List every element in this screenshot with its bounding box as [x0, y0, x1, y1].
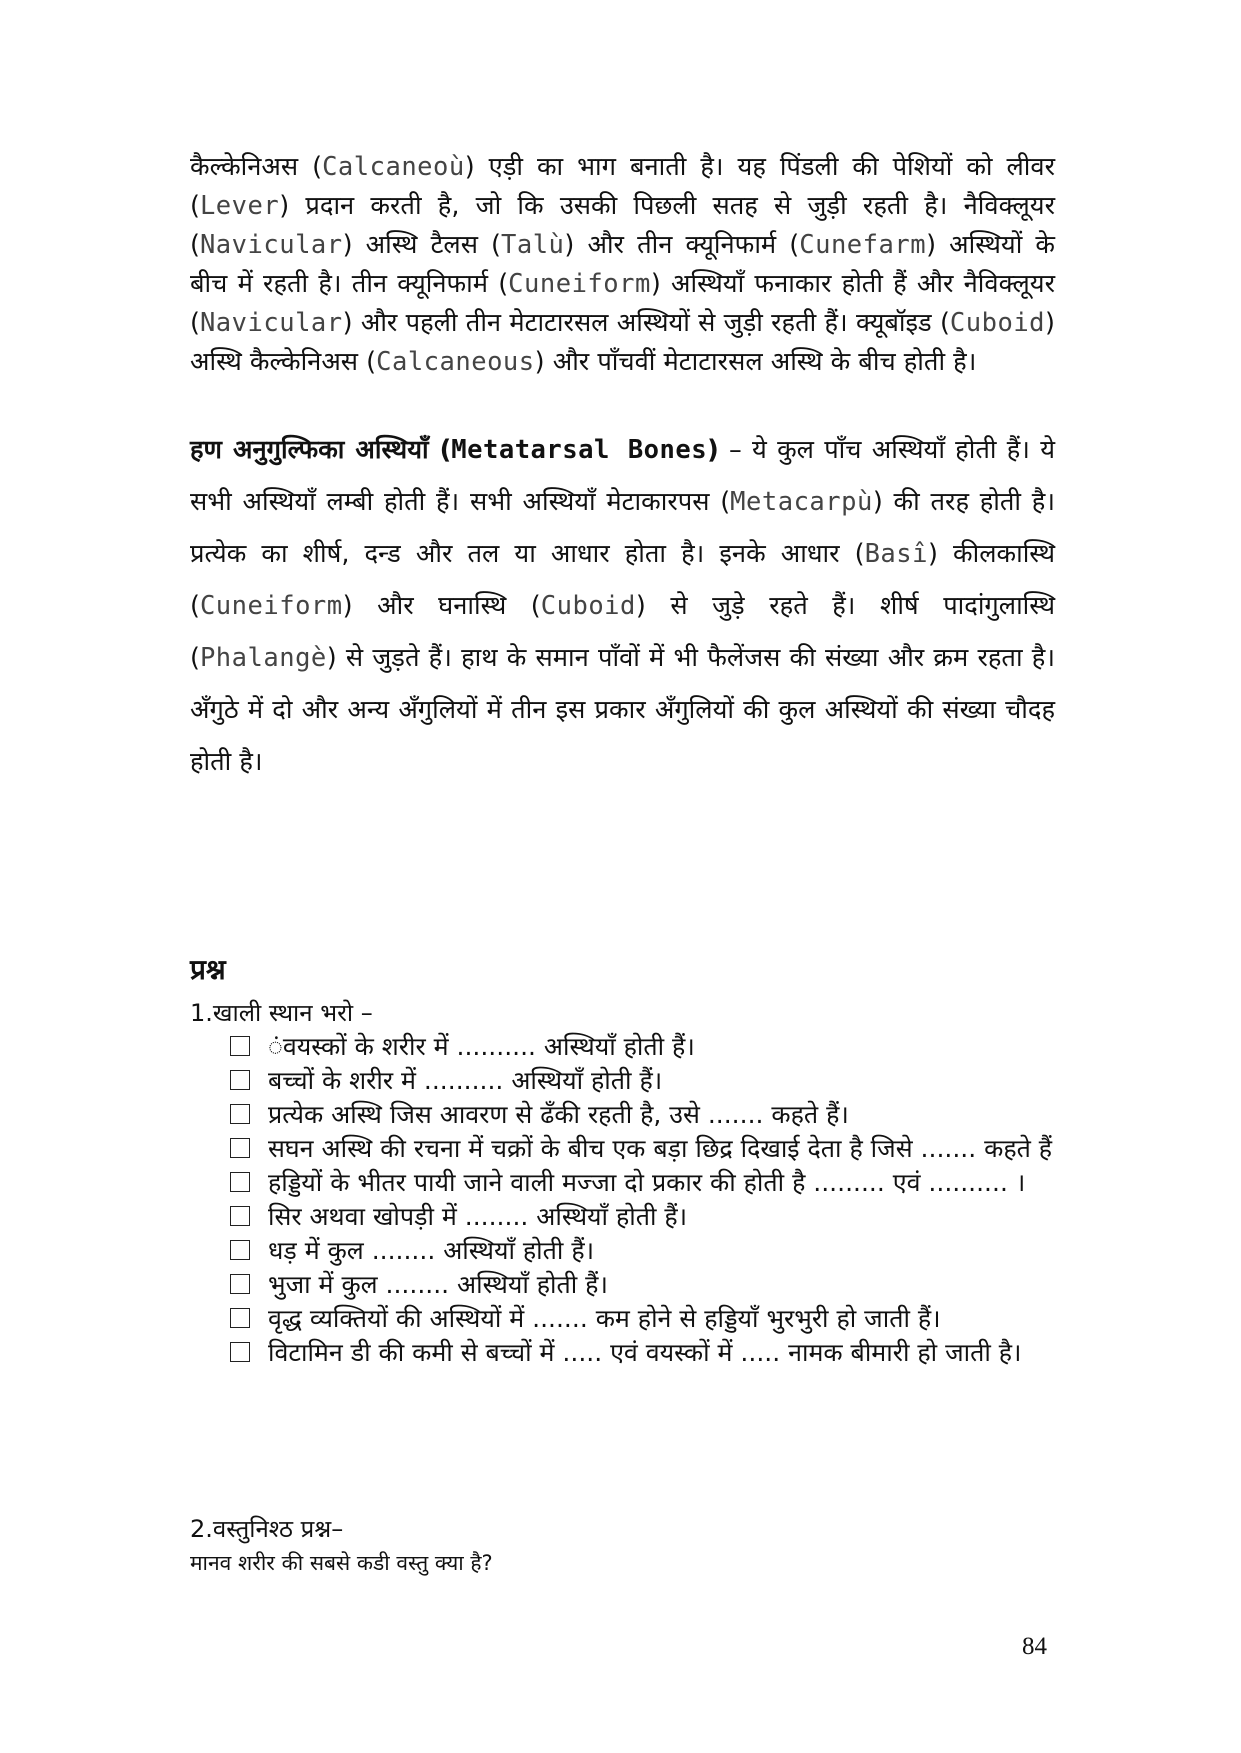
paragraph-metatarsal — [190, 424, 1055, 788]
list-item — [230, 1200, 1055, 1234]
list-item-text: धड़ में कुल ........ अस्थियाँ होती हैं। — [268, 1236, 595, 1265]
heading-latin: Metatarsal Bones — [451, 435, 708, 465]
text-run: ) की तरह होती है। प्रत्येक का शीर्ष, दन्ड और तल या आधार होता है। इनके आधार ( — [190, 487, 1055, 569]
text-run: ) एड़ी का भाग बनाती है। यह पिंडली की पेशियों को लीवर ( — [190, 152, 1055, 221]
text-run: ) और घनास्थि ( — [342, 591, 541, 621]
checkbox-bullet-icon — [230, 1070, 250, 1090]
latin-term: Calcaneous — [376, 347, 535, 377]
list-item — [230, 1268, 1055, 1302]
list-item-text: सिर अथवा खोपड़ी में ........ अस्थियाँ होती हैं। — [268, 1202, 688, 1231]
text-run: ) कीलकास्थि ( — [190, 539, 1056, 621]
list-item — [230, 1030, 1055, 1064]
latin-term: Calcaneoù — [322, 152, 465, 182]
checkbox-bullet-icon — [230, 1206, 250, 1226]
list-item-text: सघन अस्थि की रचना में चक्रों के बीच एक बड़ा छिद्र दिखाई देता है जिसे ....... कहते हैं — [268, 1134, 1053, 1163]
section-heading — [190, 435, 719, 465]
list-item — [230, 1302, 1055, 1336]
list-item — [230, 1234, 1055, 1268]
question-1-title: 1.खाली स्थान भरो – — [190, 999, 373, 1027]
checkbox-bullet-icon — [230, 1342, 250, 1362]
list-item-text: भुजा में कुल ........ अस्थियाँ होती हैं। — [268, 1270, 608, 1299]
text-run: ) और पाँचवीं मेटाटारसल अस्थि के बीच होती है। — [534, 347, 977, 377]
latin-term: Lever — [199, 191, 280, 221]
checkbox-bullet-icon — [230, 1308, 250, 1328]
text-run: ) से जुड़ते हैं। हाथ के समान पाँवों में भी फैलेंजस की संख्या और क्रम रहता है। अँगुठे में दो और अन्य अँगुलियों में तीन इस प्रकार अँगुलियों की कुल अस्थियों की संख्या चौदह होती है। — [190, 643, 1055, 777]
checkbox-bullet-icon — [230, 1172, 250, 1192]
latin-term: Cuneiform — [508, 269, 651, 299]
list-item-text: विटामिन डी की कमी से बच्चों में ..... एवं वयस्कों में ..... नामक बीमारी हो जाती है। — [268, 1338, 1022, 1367]
page-number: 84 — [1022, 1633, 1047, 1660]
list-item-text: ंवयस्कों के शरीर में .......... अस्थियाँ होती हैं। — [268, 1032, 695, 1061]
text-run: ) अस्थि कैल्केनिअस ( — [190, 308, 1055, 377]
list-item — [230, 1166, 1055, 1200]
text-run: कैल्केनिअस ( — [190, 152, 323, 182]
list-item — [230, 1064, 1055, 1098]
text-run: ) अस्थि टैलस ( — [342, 230, 501, 260]
list-item — [230, 1336, 1055, 1370]
checkbox-bullet-icon — [230, 1240, 250, 1260]
text-run: – ये कुल पाँच अस्थियाँ होती हैं। ये सभी अस्थियाँ लम्बी होती हैं। सभी अस्थियाँ मेटाकारपस ( — [190, 435, 1055, 517]
list-item — [230, 1132, 1055, 1166]
text-run: ) से जुड़े रहते हैं। शीर्ष पादांगुलास्थि ( — [190, 591, 1055, 673]
list-item — [230, 1098, 1055, 1132]
checkbox-bullet-icon — [230, 1104, 250, 1124]
checkbox-bullet-icon — [230, 1138, 250, 1158]
latin-term: Phalangè — [199, 643, 327, 673]
list-item-text: बच्चों के शरीर में .......... अस्थियाँ होती हैं। — [268, 1066, 663, 1095]
text-run: ) और पहली तीन मेटाटारसल अस्थियों से जुड़ी रहती हैं। क्यूबॉइड ( — [342, 308, 950, 338]
latin-term: Navicular — [199, 308, 343, 338]
list-item-text: हड्डियों के भीतर पायी जाने वाली मज्जा दो प्रकार की होती है ......... एवं .......... । — [268, 1168, 1026, 1197]
text-run: ) अस्थियों के बीच में रहती है। तीन क्यूनिफार्म ( — [190, 230, 1055, 299]
heading-close: ) — [707, 435, 719, 465]
question-2-text: मानव शरीर की सबसे कडी वस्तु क्या है? — [190, 1551, 493, 1575]
list-item-text: प्रत्येक अस्थि जिस आवरण से ढँकी रहती है, उसे ....... कहते हैं। — [268, 1100, 849, 1129]
question-2-title: 2.वस्तुनिश्ठ प्रश्न– — [190, 1515, 344, 1543]
latin-term: Cuboid — [540, 591, 636, 621]
text-run: ) अस्थियाँ फनाकार होती हैं और नैविक्लूयर ( — [190, 269, 1055, 338]
latin-term: Cuboid — [949, 308, 1046, 338]
list-item-text: वृद्ध व्यक्तियों की अस्थियों में ....... कम होने से हड्डियाँ भुरभुरी हो जाती हैं। — [268, 1304, 941, 1333]
text-run: ) प्रदान करती है, जो कि उसकी पिछली सतह से जुड़ी रहती है। नैविक्लूयर ( — [190, 191, 1055, 260]
heading-hindi: हण अनुगुल्फिका अस्थियाँ ( — [190, 435, 452, 465]
latin-term: Cuneiform — [199, 591, 343, 621]
latin-term: Cunefarm — [799, 230, 927, 260]
checkbox-bullet-icon — [230, 1036, 250, 1056]
checkbox-bullet-icon — [230, 1274, 250, 1294]
questions-heading: प्रश्न — [190, 953, 226, 986]
text-run: ) और तीन क्यूनिफार्म ( — [564, 230, 800, 260]
fill-blank-list — [230, 1030, 1055, 1370]
latin-term: Navicular — [199, 230, 343, 260]
latin-term: Basî — [864, 539, 928, 569]
latin-term: Metacarpù — [730, 487, 873, 517]
paragraph-calcaneus — [190, 148, 1055, 382]
latin-term: Talù — [501, 230, 565, 260]
